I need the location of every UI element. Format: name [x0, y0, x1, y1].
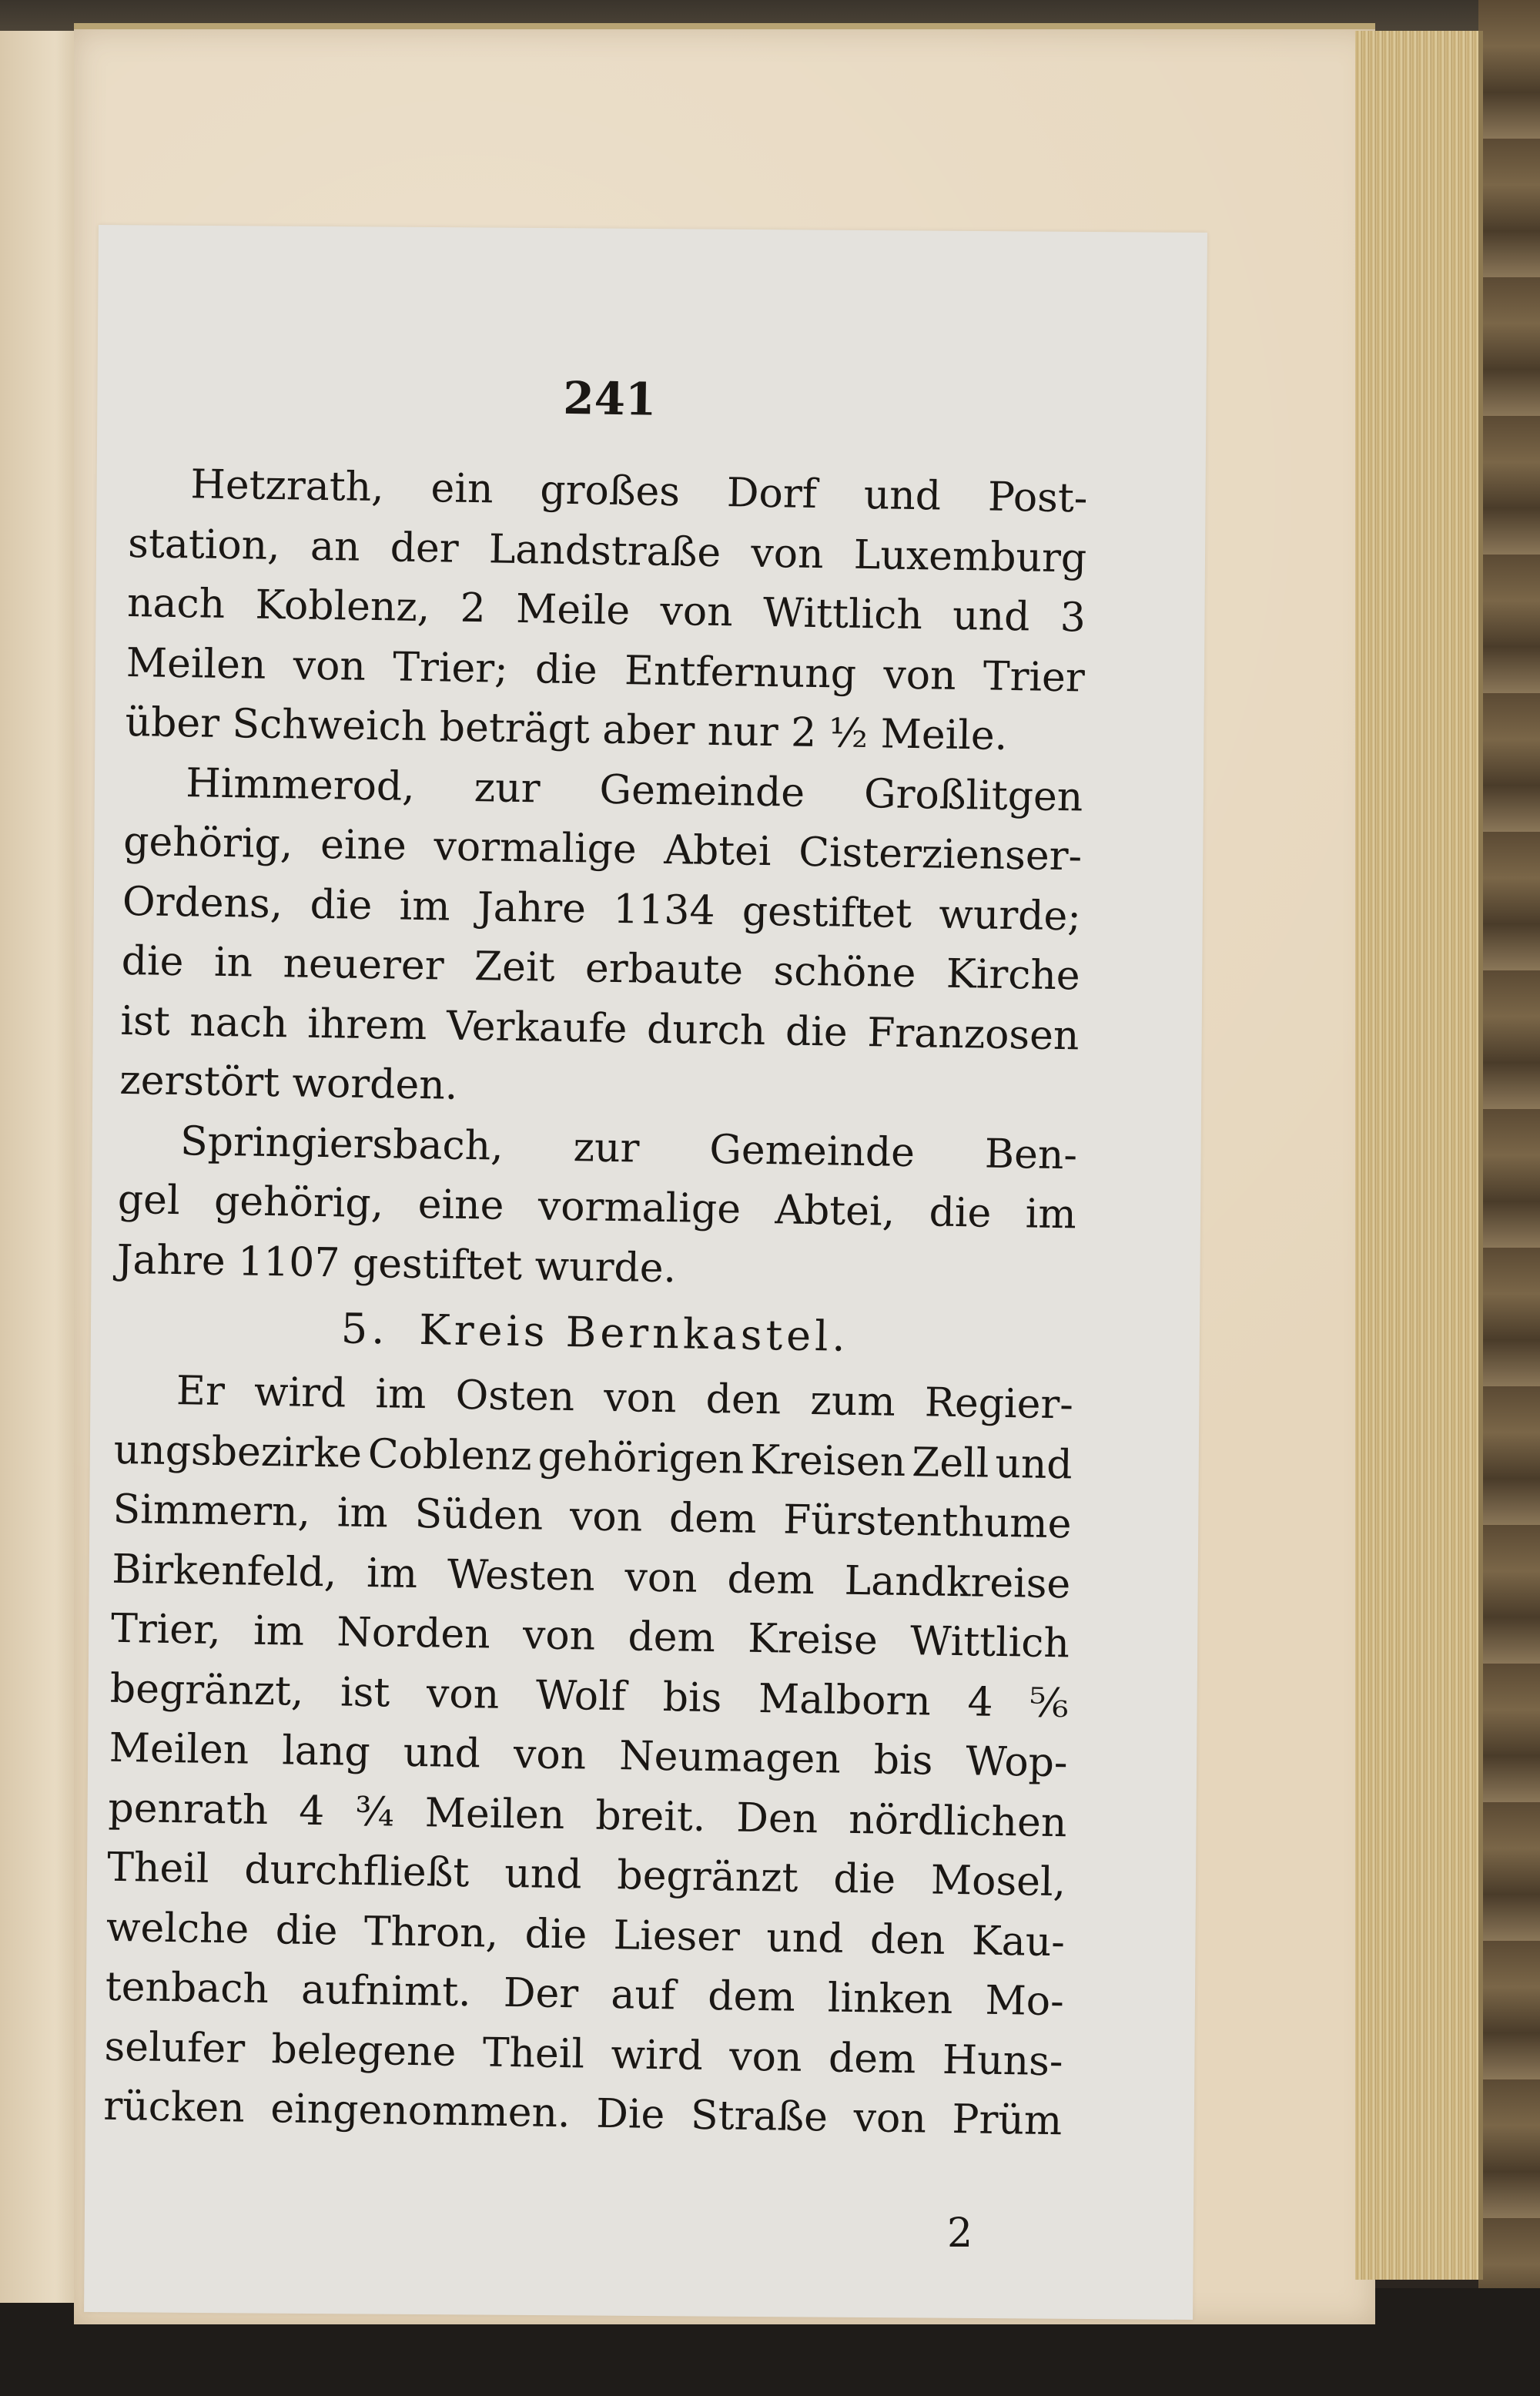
- text-line: zerstört worden.: [119, 1057, 458, 1109]
- text-line: Springiersbach, zur Gemeinde Ben-: [179, 1118, 1078, 1178]
- paragraph-hetzrath: [125, 454, 1088, 768]
- page-block-edges: [1355, 31, 1483, 2280]
- paragraph-himmerod: [119, 752, 1083, 1125]
- text-line: nach Koblenz, 2 Meile von Wittlich und 3: [126, 579, 1086, 642]
- text-line: station, an der Landstraße von Luxemburg: [127, 520, 1087, 582]
- paragraph-springiersbach: [116, 1111, 1077, 1305]
- text-line: tenbach aufnimt. Der auf dem linken Mo-: [105, 1963, 1065, 2026]
- text-line: welche die Thron, die Lieser und den Kau-: [105, 1904, 1066, 1965]
- signature-mark: 2: [947, 2210, 973, 2257]
- section-title: Kreis Bernkastel.: [418, 1305, 850, 1362]
- text-line: Simmern, im Süden von dem Fürstenthume: [112, 1486, 1072, 1548]
- text-line: begränzt, ist von Wolf bis Malborn 4 ⅚: [109, 1665, 1070, 1727]
- text-line: rücken eingenommen. Die Straße von Prüm: [102, 2083, 1063, 2145]
- text-line: Himmerod, zur Gemeinde Großlitgen: [185, 759, 1083, 820]
- text-line: Theil durchfließt und begränzt die Mosel,: [106, 1844, 1066, 1906]
- text-line: penrath 4 ¾ Meilen breit. Den nördlichen: [108, 1784, 1067, 1846]
- section-number: 5.: [340, 1304, 389, 1354]
- text-line: gel gehörig, eine vormalige Abtei, die im: [117, 1176, 1077, 1238]
- paragraph-kreis-bernkastel: [103, 1361, 1074, 2152]
- text-line: die in neuerer Zeit erbaute schöne Kirche: [121, 937, 1081, 1000]
- text-line: Hetzrath, ein großes Dorf und Post-: [190, 461, 1088, 522]
- text-line: Er wird im Osten von den zum Regier-: [176, 1368, 1074, 1429]
- page-number: 241: [562, 371, 657, 426]
- text-line: Meilen von Trier; die Entfernung von Trier: [126, 639, 1086, 702]
- text-line: ungsbezirke Coblenz gehörigen Kreisen Zell und: [113, 1426, 1073, 1488]
- backdrop-right: [1478, 0, 1540, 2396]
- text-line: Ordens, die im Jahre 1134 gestiftet wurde;: [122, 878, 1082, 940]
- text-line: Jahre 1107 gestiftet wurde.: [116, 1236, 677, 1292]
- text-line: über Schweich beträgt aber nur 2 ½ Meile.: [125, 699, 1008, 759]
- text-line: ist nach ihrem Verkaufe durch die Franzosen: [120, 997, 1080, 1059]
- text-line: gehörig, eine vormalige Abtei Cisterzienser-: [122, 818, 1083, 880]
- text-line: Birkenfeld, im Westen von dem Landkreise: [111, 1546, 1071, 1607]
- page-body: [103, 454, 1088, 2152]
- text-line: Trier, im Norden von dem Kreise Wittlich: [110, 1605, 1070, 1667]
- text-line: selufer belegene Theil wird von dem Huns-: [104, 2023, 1063, 2085]
- text-line: Meilen lang und von Neumagen bis Wop-: [109, 1724, 1068, 1787]
